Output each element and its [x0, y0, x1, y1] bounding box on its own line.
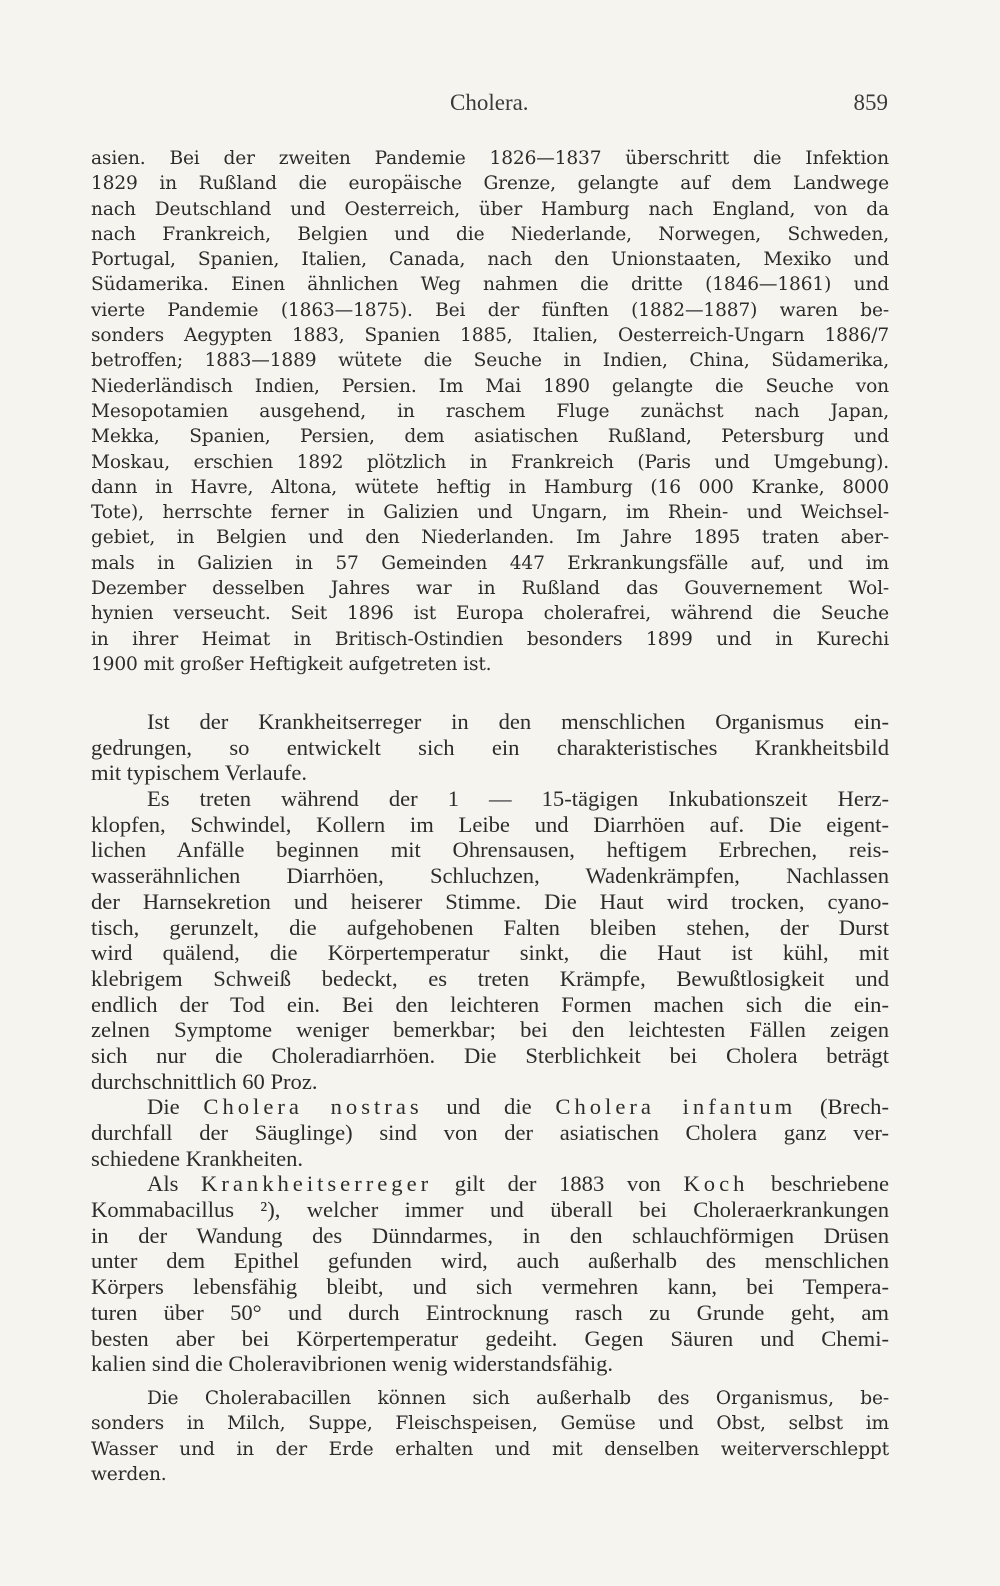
text-line: besten aber bei Körpertemperatur gedeiht. Gegen Säuren und Chemi-: [91, 1325, 889, 1351]
text-line: 1900 mit großer Heftigkeit aufgetreten ist.: [91, 653, 492, 675]
text-line: mals in Galizien in 57 Gemeinden 447 Erkrankungsfälle auf, und im: [91, 552, 889, 574]
text-line: vierte Pandemie (1863—1875). Bei der fünften (1882—1887) waren be-: [91, 299, 889, 321]
running-header: [90, 86, 888, 120]
text-run: (Brech-: [796, 1094, 889, 1120]
text-line: nach Frankreich, Belgien und die Niederlande, Norwegen, Schweden,: [91, 223, 889, 245]
emphasized-term: Krankheitserreger: [201, 1171, 433, 1197]
text-line: sonders Aegypten 1883, Spanien 1885, Italien, Oesterreich-Ungarn 1886/7: [91, 325, 889, 347]
text-line: Kommabacillus ²), welcher immer und überall bei Choleraerkrankungen: [91, 1197, 889, 1223]
text-line: schiedene Krankheiten.: [91, 1145, 304, 1171]
text-line: Moskau, erschien 1892 plötzlich in Frankreich (Paris und Umgebung).: [91, 451, 889, 473]
text-line: unter dem Epithel gefunden wird, auch außerhalb des menschlichen: [91, 1248, 889, 1274]
text-line: Mekka, Spanien, Persien, dem asiatischen Rußland, Petersburg und: [91, 426, 889, 448]
text-line: Dezember desselben Jahres war in Rußland das Gouvernement Wol-: [91, 578, 889, 600]
paragraph-transmission: [91, 1386, 889, 1487]
text-line: in der Wandung des Dünndarmes, in den schlauchförmigen Drüsen: [91, 1222, 889, 1248]
text-line: 1829 in Rußland die europäische Grenze, gelangte auf dem Landwege: [91, 173, 889, 195]
text-line: Ist der Krankheitserreger in den menschlichen Organismus ein-: [147, 709, 889, 734]
text-run: beschriebene: [748, 1171, 889, 1197]
text-line: zelnen Symptome weniger bemerkbar; bei den leichtesten Fällen zeigen: [91, 1017, 889, 1043]
text-line: Wasser und in der Erde erhalten und mit denselben weiterverschleppt: [91, 1438, 889, 1460]
text-line: endlich der Tod ein. Bei den leichteren Formen machen sich die ein-: [91, 991, 889, 1017]
text-line: dann in Havre, Altona, wütete heftig in Hamburg (16 000 Kranke, 8000: [91, 476, 889, 498]
text-line: asien. Bei der zweiten Pandemie 1826—1837 überschritt die Infektion: [91, 148, 889, 169]
text-line: Die Cholerabacillen können sich außerhalb des Organismus, be-: [147, 1388, 889, 1409]
text-line: klebrigem Schweiß bedeckt, es treten Krämpfe, Bewußtlosigkeit und: [91, 965, 889, 991]
text-line: hynien verseucht. Seit 1896 ist Europa cholerafrei, während die Seuche: [91, 603, 889, 625]
text-line: tisch, gerunzelt, die aufgehobenen Falten bleiben stehen, der Durst: [91, 914, 889, 940]
text-line: [91, 1171, 889, 1197]
paragraph-clinical-picture: [91, 709, 889, 1377]
text-line: klopfen, Schwindel, Kollern im Leibe und Diarrhöen auf. Die eigent-: [91, 811, 889, 837]
text-line: nach Deutschland und Oesterreich, über Hamburg nach England, von da: [91, 198, 889, 220]
text-run: und die: [422, 1094, 556, 1120]
text-line: Es treten während der 1 — 15-tägigen Inkubationszeit Herz-: [147, 786, 889, 812]
text-line: kalien sind die Choleravibrionen wenig widerstandsfähig.: [91, 1351, 614, 1377]
text-line: Portugal, Spanien, Italien, Canada, nach den Unionstaaten, Mexiko und: [91, 249, 889, 271]
text-line: Mesopotamien ausgehend, in raschem Fluge zunächst nach Japan,: [91, 400, 889, 422]
text-line: gedrungen, so entwickelt sich ein charakteristisches Krankheitsbild: [91, 734, 889, 760]
text-run: Als: [147, 1171, 202, 1197]
text-line: durchfall der Säuglinge) sind von der asiatischen Cholera ganz ver-: [91, 1120, 889, 1145]
text-line: Südamerika. Einen ähnlichen Weg nahmen die dritte (1846—1861) und: [91, 274, 889, 296]
text-line: betroffen; 1883—1889 wütete die Seuche in Indien, China, Südamerika,: [91, 350, 889, 372]
emphasized-term: Koch: [683, 1171, 749, 1197]
text-line: der Harnsekretion und heiserer Stimme. Die Haut wird trocken, cyano-: [91, 888, 889, 914]
text-line: sonders in Milch, Suppe, Fleischspeisen, Gemüse und Obst, selbst im: [91, 1413, 889, 1435]
text-line: gebiet, in Belgien und den Niederlanden. Im Jahre 1895 traten aber-: [91, 527, 889, 549]
text-line: Niederländisch Indien, Persien. Im Mai 1890 gelangte die Seuche von: [91, 375, 889, 397]
text-line: [91, 1094, 889, 1120]
running-title: Cholera.: [450, 90, 529, 115]
text-run: gilt der 1883 von: [432, 1171, 684, 1197]
paragraph-pandemic-history: [91, 146, 889, 677]
text-line: in ihrer Heimat in Britisch-Ostindien besonders 1899 und in Kurechi: [91, 628, 889, 650]
text-line: lichen Anfälle beginnen mit Ohrensausen, heftigem Erbrechen, reis-: [91, 837, 889, 863]
text-line: sich nur die Choleradiarrhöen. Die Sterblichkeit bei Cholera beträgt: [91, 1042, 889, 1068]
text-line: Körpers lebensfähig bleibt, und sich vermehren kann, bei Tempera-: [91, 1274, 889, 1300]
emphasized-term: Cholera infantum: [555, 1094, 797, 1120]
text-run: Die: [147, 1094, 204, 1120]
page-number: 859: [853, 90, 888, 115]
text-line: Tote), herrschte ferner in Galizien und Ungarn, im Rhein- und Weichsel-: [91, 502, 889, 524]
text-line: wird quälend, die Körpertemperatur sinkt, die Haut ist kühl, mit: [91, 940, 889, 966]
text-line: turen über 50° und durch Eintrocknung rasch zu Grunde geht, am: [91, 1299, 889, 1325]
text-line: mit typischem Verlaufe.: [91, 760, 308, 786]
text-line: durchschnittlich 60 Proz.: [91, 1068, 318, 1094]
emphasized-term: Cholera nostras: [203, 1094, 423, 1120]
text-line: werden.: [91, 1463, 167, 1485]
text-line: wasserähnlichen Diarrhöen, Schluchzen, Wadenkrämpfen, Nachlassen: [91, 863, 889, 889]
